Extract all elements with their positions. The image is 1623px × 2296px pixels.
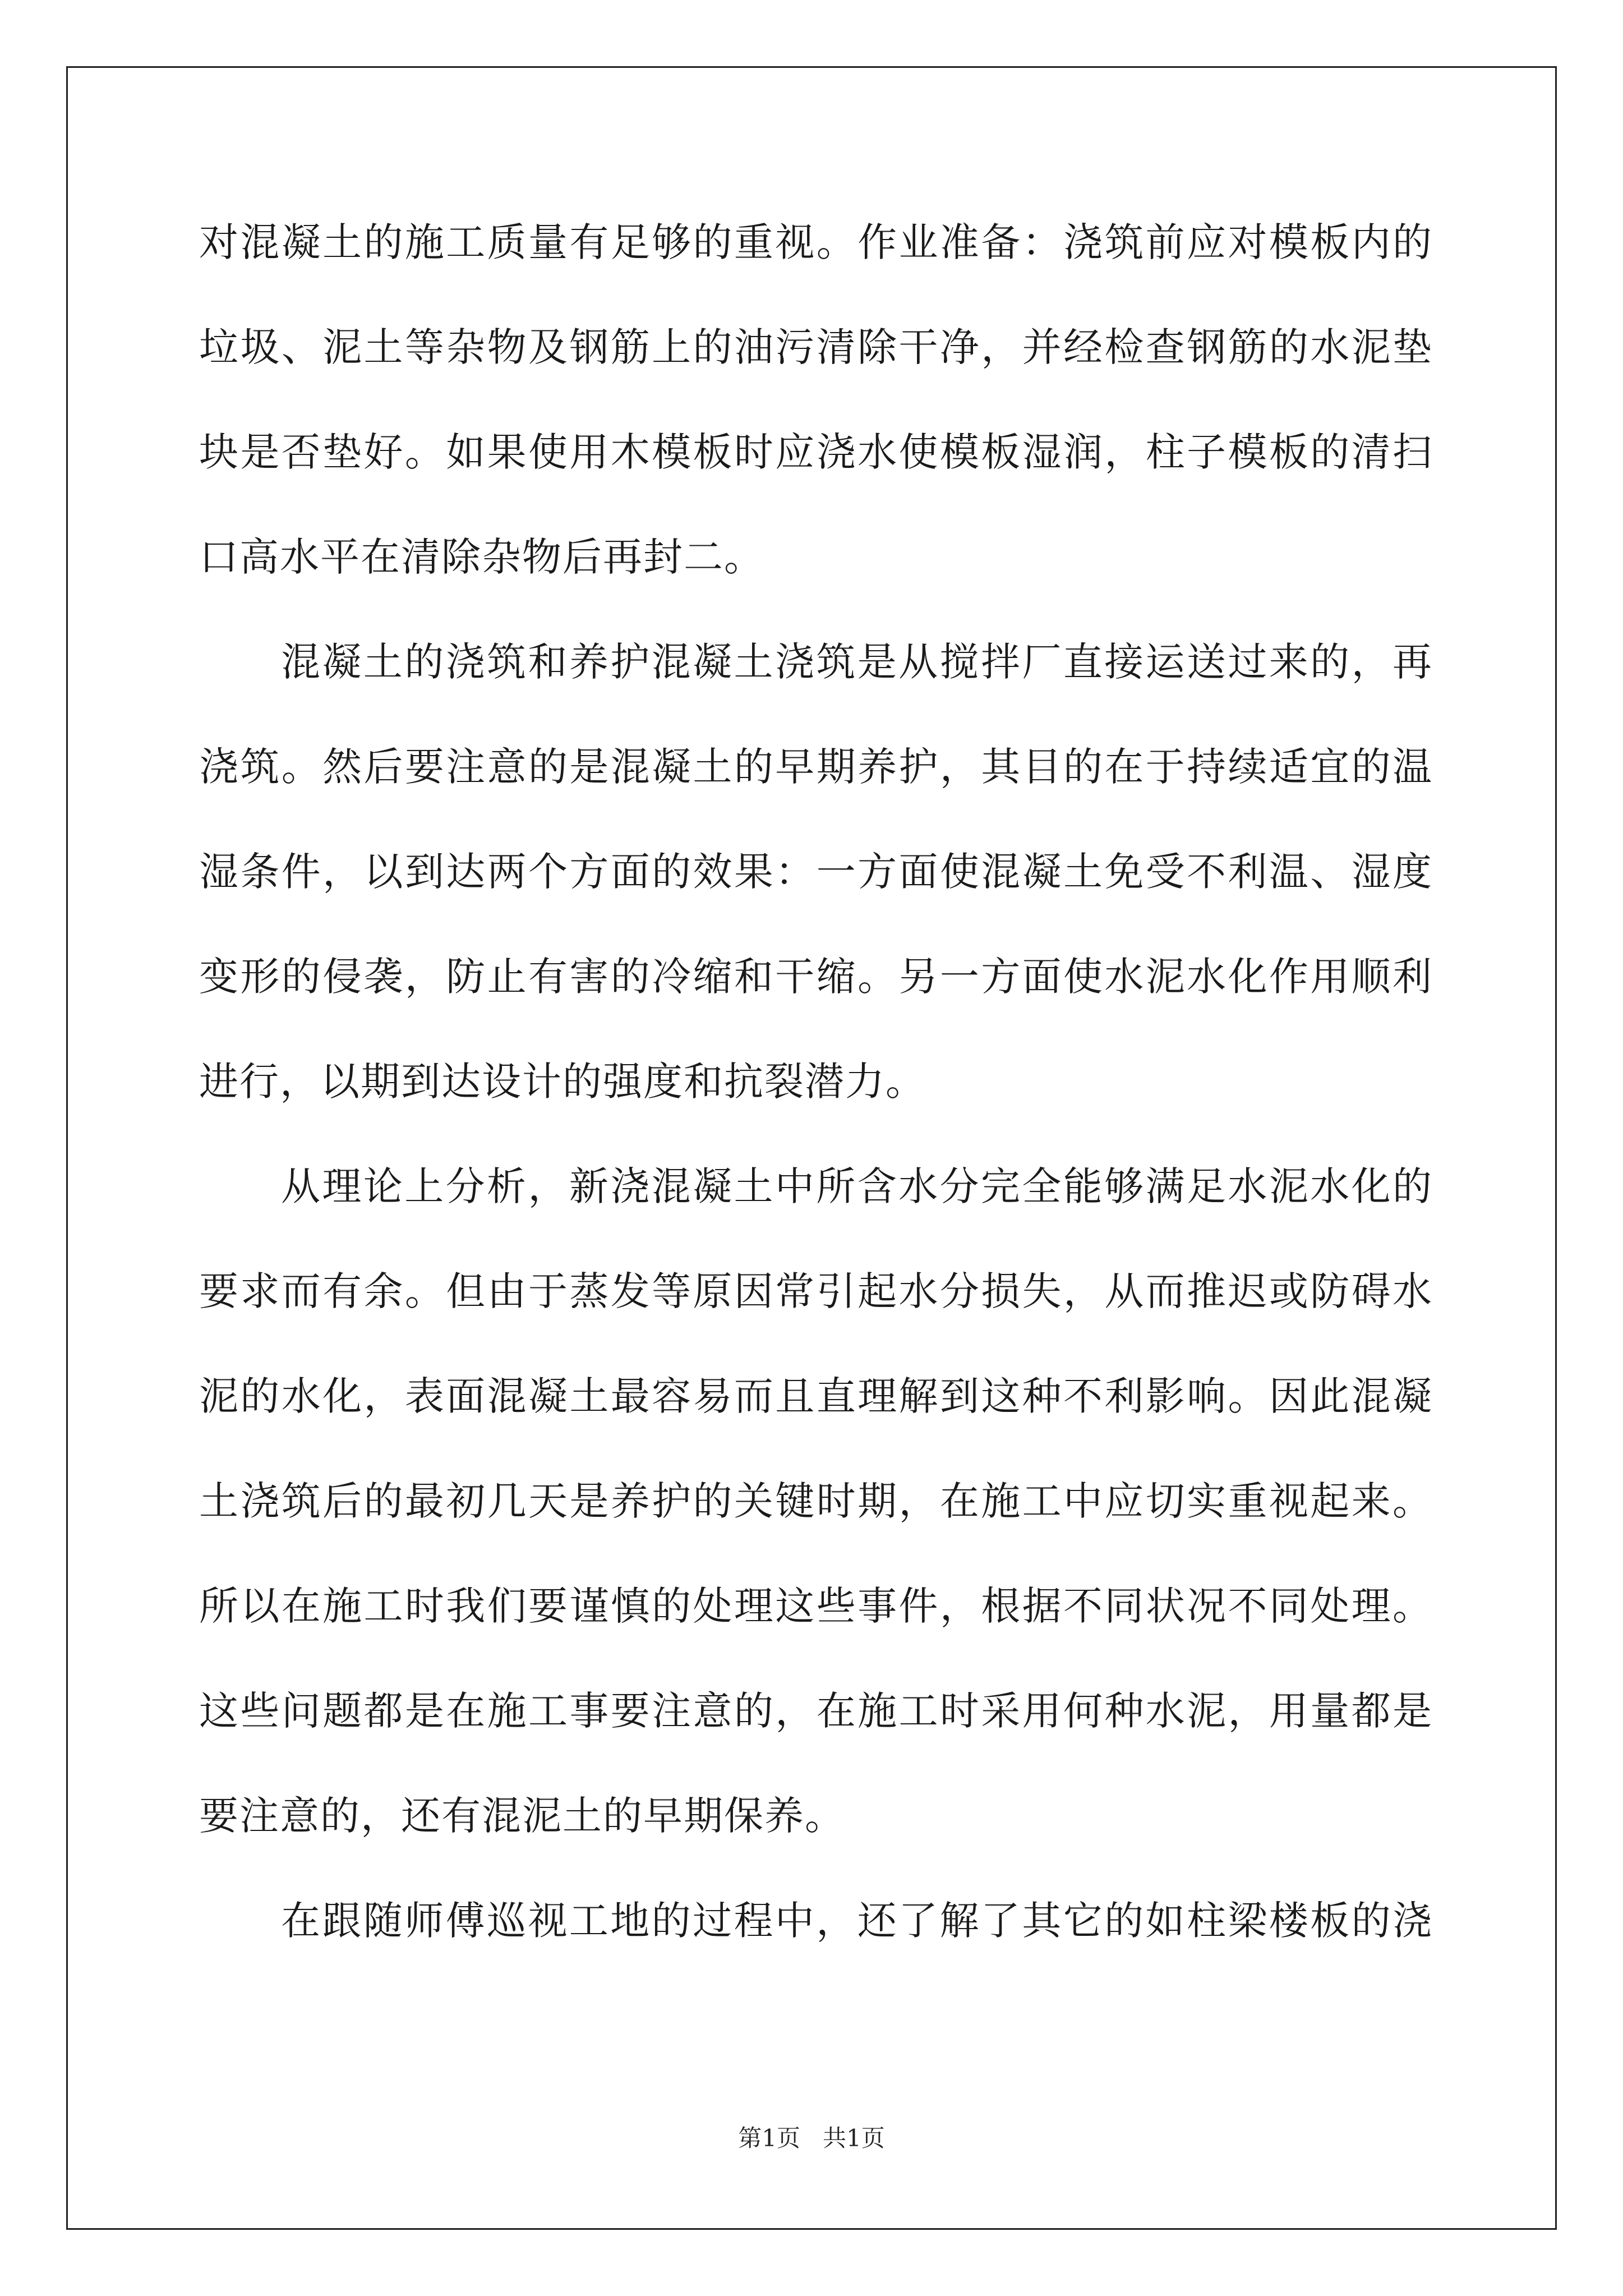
text-line: 口高水平在清除杂物后再封二。 <box>199 534 764 580</box>
paragraph-first-line: 混凝土的浇筑和养护混凝土浇筑是从搅拌厂直接运送过来的，再 <box>281 639 1433 685</box>
text-line: 所以在施工时我们要谨慎的处理这些事件，根据不同状况不同处理。 <box>199 1583 1433 1629</box>
text-line: 这些问题都是在施工事要注意的，在施工时采用何种水泥，用量都是 <box>199 1688 1433 1734</box>
text-line: 要求而有余。但由于蒸发等原因常引起水分损失，从而推迟或防碍水 <box>199 1268 1433 1314</box>
text-line: 泥的水化，表面混凝土最容易而且直理解到这种不利影响。因此混凝 <box>199 1373 1433 1419</box>
page-number: 第1页 <box>738 2124 800 2152</box>
text-line: 垃圾、泥土等杂物及钢筋上的油污清除干净，并经检查钢筋的水泥垫 <box>199 324 1433 370</box>
paragraph-first-line: 从理论上分析，新浇混凝土中所含水分完全能够满足水泥水化的 <box>281 1163 1433 1209</box>
paragraph-first-line: 在跟随师傅巡视工地的过程中，还了解了其它的如柱梁楼板的浇 <box>281 1898 1433 1944</box>
text-line: 块是否垫好。如果使用木模板时应浇水使模板湿润，柱子模板的清扫 <box>199 429 1433 475</box>
page-total: 共1页 <box>823 2124 885 2152</box>
text-line: 对混凝土的施工质量有足够的重视。作业准备：浇筑前应对模板内的 <box>199 219 1433 265</box>
text-line: 要注意的，还有混泥土的早期保养。 <box>199 1793 845 1839</box>
text-line: 浇筑。然后要注意的是混凝土的早期养护，其目的在于持续适宜的温 <box>199 744 1433 790</box>
text-line: 变形的侵袭，防止有害的冷缩和干缩。另一方面使水泥水化作用顺利 <box>199 954 1433 1000</box>
page-footer <box>0 2122 1623 2155</box>
text-line: 湿条件，以到达两个方面的效果：一方面使混凝土免受不利温、湿度 <box>199 849 1433 895</box>
text-line: 土浇筑后的最初几天是养护的关键时期，在施工中应切实重视起来。 <box>199 1478 1433 1524</box>
text-line: 进行，以期到达设计的强度和抗裂潜力。 <box>199 1059 926 1105</box>
